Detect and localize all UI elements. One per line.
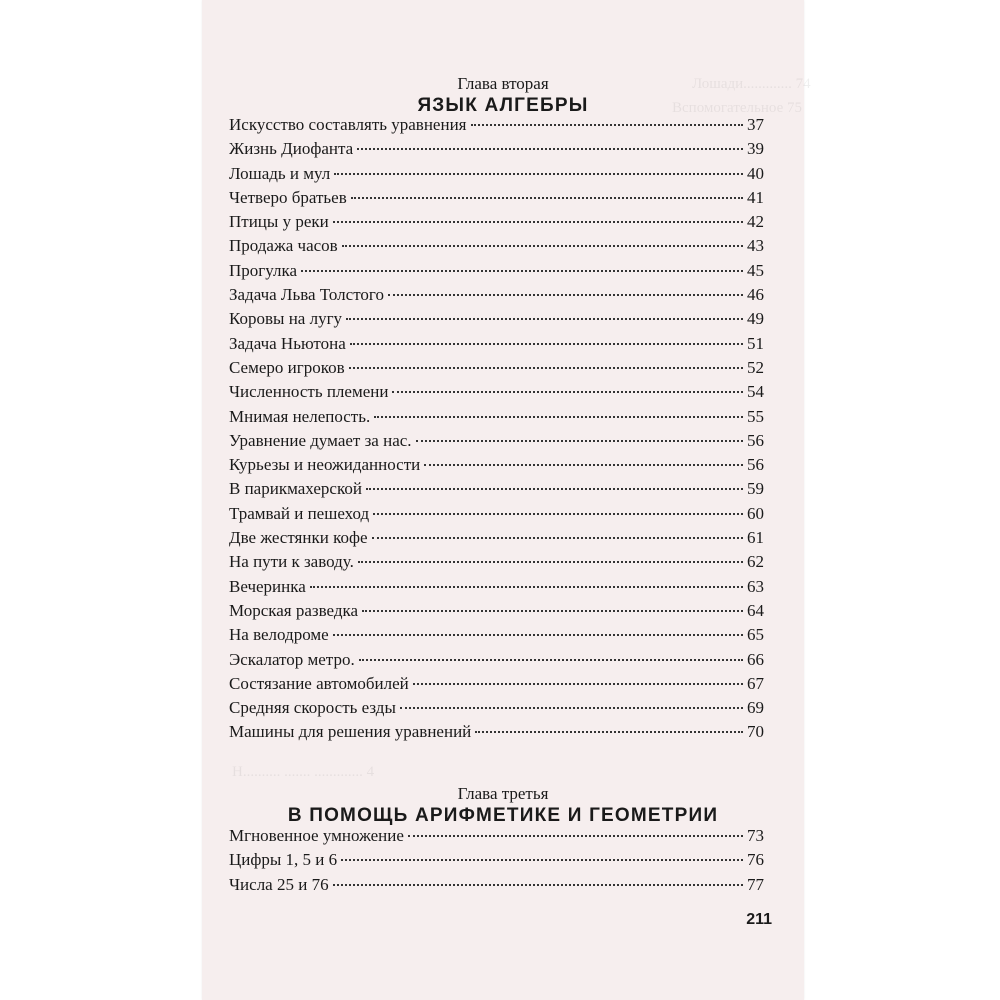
dot-leader bbox=[333, 634, 743, 636]
page-number: 211 bbox=[746, 911, 772, 928]
toc-entry bbox=[229, 358, 764, 382]
toc-entry-page: 51 bbox=[747, 333, 764, 353]
dot-leader bbox=[392, 391, 743, 393]
dot-leader bbox=[350, 343, 743, 345]
toc-entry-page: 45 bbox=[747, 260, 764, 280]
toc-entry-page: 37 bbox=[747, 115, 764, 134]
toc-entry bbox=[229, 601, 764, 625]
toc-entry-title: Продажа часов bbox=[229, 236, 338, 256]
toc-entry-page: 66 bbox=[747, 649, 764, 669]
toc-entry-page: 63 bbox=[747, 576, 764, 596]
toc-entry-title: Коровы на лугу bbox=[229, 309, 343, 329]
toc-entry-page: 70 bbox=[747, 722, 764, 742]
toc-entry-page: 39 bbox=[747, 139, 764, 159]
toc-entry-title: Уравнение думает за нас. bbox=[229, 430, 412, 450]
toc-entry bbox=[229, 212, 764, 236]
toc-entry-title: Лошадь и мул bbox=[229, 163, 331, 183]
toc-entry-page: 56 bbox=[747, 430, 764, 450]
toc-entry-page: 43 bbox=[747, 236, 764, 256]
dot-leader bbox=[333, 221, 743, 223]
bleed-through-text: Н.......... ....... ............. 4 bbox=[232, 764, 375, 780]
toc-entry bbox=[229, 139, 764, 163]
dot-leader bbox=[334, 173, 743, 175]
toc-entry bbox=[229, 826, 764, 850]
toc-entry-title: Курьезы и неожиданности bbox=[229, 455, 421, 475]
bleed-through-text: Лошади............. 74 bbox=[692, 76, 811, 92]
dot-leader bbox=[358, 561, 743, 563]
dot-leader bbox=[475, 731, 743, 733]
toc-entry-title: Прогулка bbox=[229, 260, 298, 280]
dot-leader bbox=[310, 586, 743, 588]
toc-entry-page: 67 bbox=[747, 673, 764, 693]
toc-entry-title: Численность племени bbox=[229, 382, 389, 402]
toc-entry bbox=[229, 479, 764, 503]
toc-entry-page: 40 bbox=[747, 163, 764, 183]
toc-entry-page: 73 bbox=[747, 826, 764, 845]
toc-entry-title: Средняя скорость езды bbox=[229, 698, 396, 718]
toc-entry bbox=[229, 850, 764, 874]
toc-entry bbox=[229, 164, 764, 188]
chapter-title: ЯЗЫК АЛГЕБРЫ bbox=[417, 95, 589, 116]
dot-leader bbox=[366, 488, 743, 490]
dot-leader bbox=[372, 537, 743, 539]
toc-entry-title: В парикмахерской bbox=[229, 479, 362, 499]
toc-entry-title: На велодроме bbox=[229, 625, 329, 645]
dot-leader bbox=[342, 245, 743, 247]
dot-leader bbox=[374, 416, 743, 418]
toc-entry-page: 69 bbox=[747, 698, 764, 718]
dot-leader bbox=[359, 659, 743, 661]
toc-entry-title: Трамвай и пешеход bbox=[229, 503, 370, 523]
toc-entry-page: 52 bbox=[747, 357, 764, 377]
toc-entry bbox=[229, 698, 764, 722]
toc-entry bbox=[229, 552, 764, 576]
toc-entry-title: Четверо братьев bbox=[229, 187, 347, 207]
toc-entry-page: 55 bbox=[747, 406, 764, 426]
toc-entry-title: Семеро игроков bbox=[229, 357, 345, 377]
toc-entry-page: 60 bbox=[747, 503, 764, 523]
bleed-through-text: Вспомогательное 75 bbox=[672, 100, 802, 116]
dot-leader bbox=[351, 197, 743, 199]
toc-entry-page: 77 bbox=[747, 874, 764, 894]
toc-entry-page: 49 bbox=[747, 309, 764, 329]
toc-entry bbox=[229, 431, 764, 455]
toc-entry-title: Мнимая нелепость. bbox=[229, 406, 371, 426]
toc-entry bbox=[229, 236, 764, 260]
toc-entry-title: Морская разведка bbox=[229, 600, 359, 620]
toc-list bbox=[229, 115, 764, 747]
dot-leader bbox=[388, 294, 743, 296]
dot-leader bbox=[346, 318, 743, 320]
toc-entry-page: 46 bbox=[747, 285, 764, 305]
toc-entry-page: 76 bbox=[747, 850, 764, 870]
toc-entry-page: 65 bbox=[747, 625, 764, 645]
toc-entry-title: Две жестянки кофе bbox=[229, 528, 368, 548]
toc-entry-title: Задача Ньютона bbox=[229, 333, 346, 353]
toc-entry bbox=[229, 625, 764, 649]
toc-entry-title: Птицы у реки bbox=[229, 212, 329, 232]
toc-entry bbox=[229, 650, 764, 674]
toc-entry bbox=[229, 577, 764, 601]
toc-entry-title: На пути к заводу. bbox=[229, 552, 354, 572]
dot-leader bbox=[333, 884, 743, 886]
toc-entry-page: 61 bbox=[747, 528, 764, 548]
toc-entry-page: 56 bbox=[747, 455, 764, 475]
toc-entry bbox=[229, 115, 764, 139]
toc-entry-title: Жизнь Диофанта bbox=[229, 139, 354, 159]
toc-entry bbox=[229, 261, 764, 285]
toc-entry-page: 59 bbox=[747, 479, 764, 499]
dot-leader bbox=[416, 440, 743, 442]
toc-entry-title: Цифры 1, 5 и 6 bbox=[229, 850, 338, 870]
dot-leader bbox=[341, 859, 743, 861]
toc-entry bbox=[229, 407, 764, 431]
toc-entry-title: Вечеринка bbox=[229, 576, 306, 596]
toc-entry bbox=[229, 722, 764, 746]
toc-entry-page: 54 bbox=[747, 382, 764, 402]
chapter-header bbox=[224, 74, 782, 118]
toc-entry-title: Эскалатор метро. bbox=[229, 649, 355, 669]
toc-list bbox=[229, 826, 764, 899]
dot-leader bbox=[349, 367, 743, 369]
toc-entry-title: Машины для решения уравнений bbox=[229, 722, 472, 742]
toc-entry-page: 41 bbox=[747, 187, 764, 207]
toc-entry bbox=[229, 382, 764, 406]
dot-leader bbox=[408, 835, 743, 837]
dot-leader bbox=[373, 513, 743, 515]
dot-leader bbox=[424, 464, 743, 466]
dot-leader bbox=[357, 148, 743, 150]
dot-leader bbox=[413, 683, 743, 685]
toc-entry bbox=[229, 875, 764, 899]
toc-entry-title: Мгновенное умножение bbox=[229, 826, 404, 845]
dot-leader bbox=[400, 707, 743, 709]
toc-entry bbox=[229, 334, 764, 358]
toc-entry bbox=[229, 455, 764, 479]
toc-entry-page: 42 bbox=[747, 212, 764, 232]
toc-entry bbox=[229, 309, 764, 333]
book-page bbox=[202, 0, 811, 1000]
chapter-label: Глава третья bbox=[457, 784, 549, 803]
chapter-title: В ПОМОЩЬ АРИФМЕТИКЕ И ГЕОМЕТРИИ bbox=[287, 805, 719, 826]
chapter-label: Глава вторая bbox=[457, 74, 549, 93]
toc-entry-title: Числа 25 и 76 bbox=[229, 874, 329, 894]
toc-entry bbox=[229, 188, 764, 212]
toc-entry bbox=[229, 674, 764, 698]
toc-entry bbox=[229, 528, 764, 552]
toc-entry-page: 62 bbox=[747, 552, 764, 572]
toc-entry-title: Состязание автомобилей bbox=[229, 673, 409, 693]
toc-entry-title: Искусство составлять уравнения bbox=[229, 115, 467, 134]
chapter-header bbox=[224, 784, 782, 828]
toc-entry-page: 64 bbox=[747, 600, 764, 620]
toc-entry bbox=[229, 504, 764, 528]
dot-leader bbox=[362, 610, 743, 612]
dot-leader bbox=[301, 270, 743, 272]
toc-entry bbox=[229, 285, 764, 309]
toc-entry-title: Задача Льва Толстого bbox=[229, 285, 384, 305]
dot-leader bbox=[471, 124, 744, 126]
